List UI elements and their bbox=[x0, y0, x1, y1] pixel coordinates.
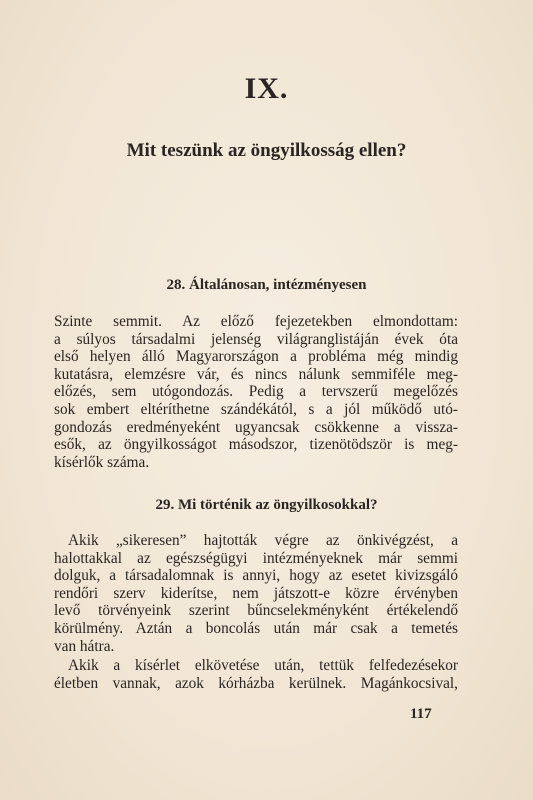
text-line: Akik a kísérlet elkövetése után, tettük felfedezésekor bbox=[68, 657, 458, 674]
text-line: Akik „sikeresen” hajtották végre az önkivégzést, a bbox=[68, 532, 458, 549]
text-line: levő törvényeink szerint bűncselekményként értékelendő bbox=[54, 602, 458, 620]
text-line: sok embert eltéríthetne szándékától, s a jól működő utó- bbox=[54, 400, 458, 418]
text-line: Szinte semmit. Az előző fejezetekben elmondottam: bbox=[54, 313, 458, 330]
chapter-number: IX. bbox=[244, 72, 289, 105]
page-number: 117 bbox=[410, 706, 432, 722]
text-line: dolguk, a társadalomnak is annyi, hogy az esetet kivizsgáló bbox=[54, 567, 458, 585]
text-line: első helyen álló Magyarországon a probléma még mindig bbox=[54, 348, 458, 366]
section-heading-29: 29. Mi történik az öngyilkosokkal? bbox=[155, 497, 378, 513]
text-line: rendőri szerv kiderítse, nem játszott-e közre érvényben bbox=[54, 584, 458, 602]
text-line: kísérlők száma. bbox=[54, 453, 150, 471]
text-line: halottakkal az egészségügyi intézményeknek már semmi bbox=[54, 549, 458, 567]
paragraph-29b bbox=[54, 657, 458, 692]
text-line: körülmény. Aztán a boncolás után már csak a temetés bbox=[54, 619, 458, 637]
section-heading-28: 28. Általánosan, intézményesen bbox=[166, 277, 367, 293]
text-line: életben vannak, azok kórházba kerülnek. Magánkocsival, bbox=[54, 674, 458, 692]
text-line: előzés, sem utógondozás. Pedig a tervszerű megelőzés bbox=[54, 383, 458, 401]
chapter-title: Mit teszünk az öngyilkosság ellen? bbox=[126, 140, 407, 161]
text-line: van hátra. bbox=[54, 637, 115, 655]
text-line: kutatásra, elemzésre vár, és nincs nálunk semmiféle meg- bbox=[54, 365, 458, 383]
paragraph-29a bbox=[54, 532, 458, 655]
text-line: gondozás eredményeként ugyancsak csökkenne a vissza- bbox=[54, 418, 458, 436]
text-line: esők, az öngyilkosságot másodszor, tizenötödször is meg- bbox=[54, 436, 458, 454]
text-line: a súlyos társadalmi jelenség világranglistáján évek óta bbox=[54, 330, 458, 348]
paragraph-28 bbox=[54, 313, 458, 471]
